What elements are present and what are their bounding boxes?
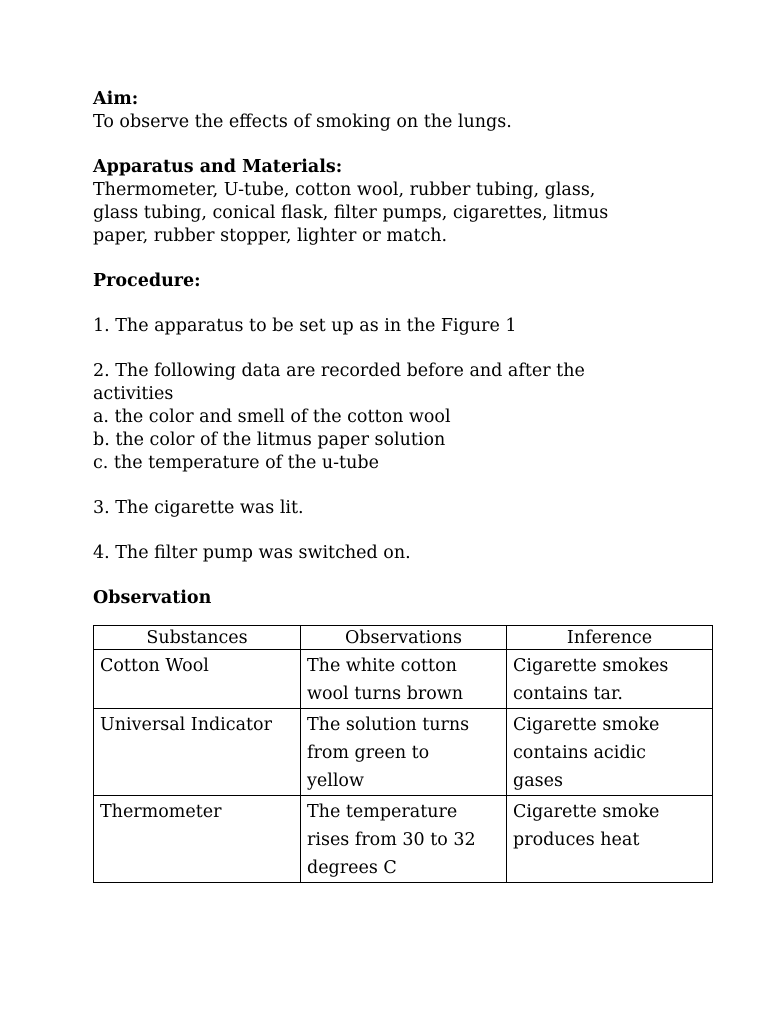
table-row — [94, 796, 713, 883]
cell-inference: Cigarette smoke produces heat — [507, 796, 713, 883]
cell-substance: Universal Indicator — [94, 709, 301, 796]
cell-observation: The solution turns from green to yellow — [301, 709, 507, 796]
cell-inference: Cigarette smokes contains tar. — [507, 650, 713, 709]
cell-observation: The white cotton wool turns brown — [301, 650, 507, 709]
cell-substance: Thermometer — [94, 796, 301, 883]
procedure-step-2-cont: activities — [93, 384, 174, 404]
procedure-step-1: 1. The apparatus to be set up as in the Figure 1 — [93, 316, 517, 336]
table-header-row — [94, 626, 713, 650]
aim-text: To observe the effects of smoking on the lungs. — [93, 112, 512, 132]
column-header-observations: Observations — [301, 626, 507, 650]
apparatus-line: Thermometer, U-tube, cotton wool, rubber tubing, glass, — [93, 180, 596, 200]
table-row — [94, 650, 713, 709]
cell-substance: Cotton Wool — [94, 650, 301, 709]
observation-heading: Observation — [93, 588, 212, 608]
column-header-substances: Substances — [94, 626, 301, 650]
procedure-substep-c: c. the temperature of the u-tube — [93, 453, 379, 473]
procedure-step-3: 3. The cigarette was lit. — [93, 498, 304, 518]
cell-observation: The temperature rises from 30 to 32 degrees C — [301, 796, 507, 883]
apparatus-line: glass tubing, conical flask, filter pumps, cigarettes, litmus — [93, 203, 609, 223]
cell-inference: Cigarette smoke contains acidic gases — [507, 709, 713, 796]
procedure-substep-a: a. the color and smell of the cotton wool — [93, 407, 451, 427]
column-header-inference: Inference — [507, 626, 713, 650]
observation-table — [93, 625, 713, 883]
procedure-step-4: 4. The filter pump was switched on. — [93, 543, 411, 563]
table-row — [94, 709, 713, 796]
apparatus-heading: Apparatus and Materials: — [93, 157, 343, 177]
procedure-substep-b: b. the color of the litmus paper solution — [93, 430, 446, 450]
apparatus-line: paper, rubber stopper, lighter or match. — [93, 226, 448, 246]
procedure-step-2: 2. The following data are recorded before and after the — [93, 361, 585, 381]
procedure-heading: Procedure: — [93, 271, 201, 291]
aim-heading: Aim: — [93, 89, 139, 109]
